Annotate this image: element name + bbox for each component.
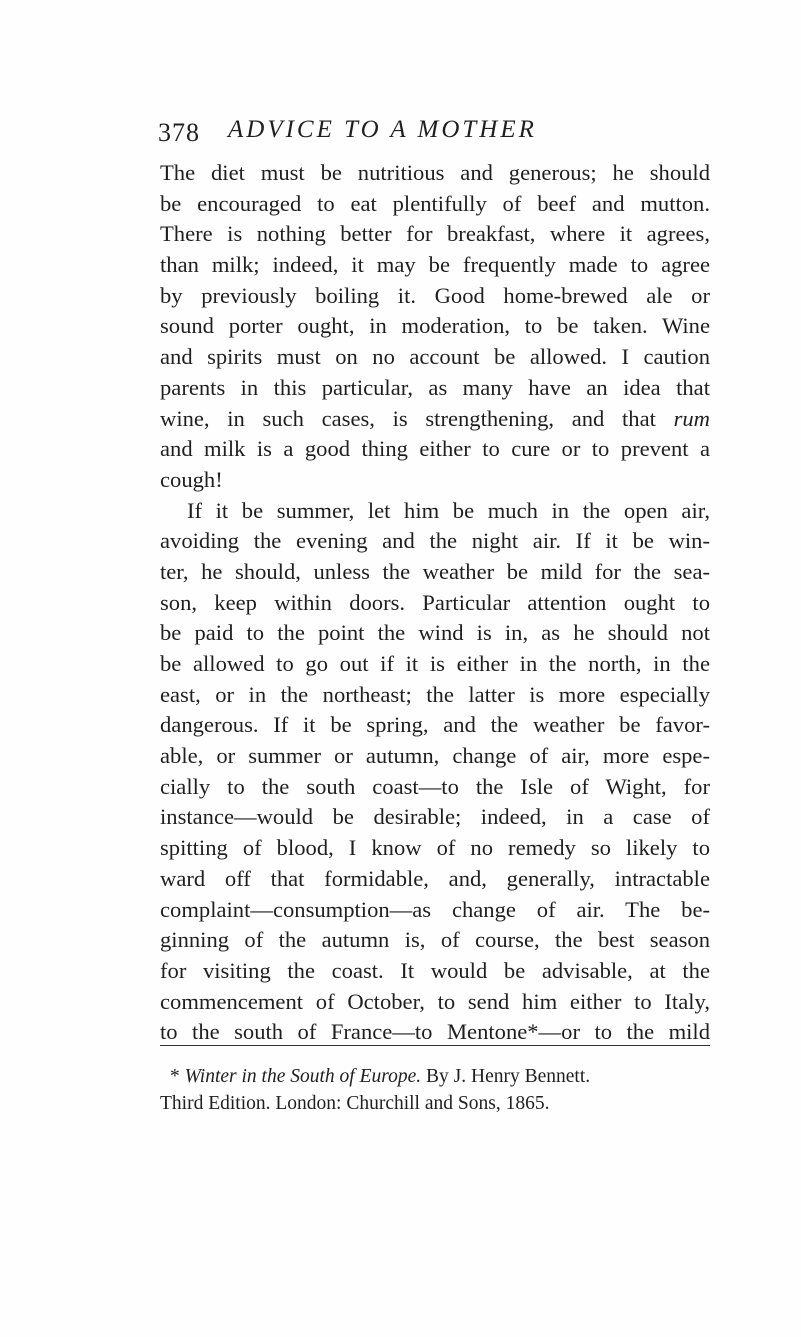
text-line: commencement of October, to send him either to Italy, <box>160 988 710 1014</box>
text-line: avoiding the evening and the night air. If it be win- <box>160 528 710 554</box>
text-line: able, or summer or autumn, change of air, more espe- <box>160 743 710 769</box>
page-number: 378 <box>158 118 200 147</box>
text-line: east, or in the northeast; the latter is more especially <box>160 681 710 707</box>
text-line: ter, he should, unless the weather be mild for the sea- <box>160 558 710 584</box>
text-line: son, keep within doors. Particular attention ought to <box>160 589 710 615</box>
text-line: for visiting the coast. It would be advisable, at the <box>160 957 710 983</box>
text-line: complaint—consumption—as change of air. The be- <box>160 896 710 922</box>
text-line <box>160 404 710 435</box>
footnote-divider <box>160 1045 710 1046</box>
text-line: ward off that formidable, and, generally, intractable <box>160 865 710 891</box>
footnote-title: Winter in the South of Europe. <box>184 1066 422 1087</box>
text-line: to the south of France—to Mentone*—or to the mild <box>160 1019 710 1045</box>
text-line: instance—would be desirable; indeed, in a case of <box>160 804 710 830</box>
footnote-author: By J. Henry Bennett. <box>426 1066 591 1087</box>
text-line: by previously boiling it. Good home-brewed ale or <box>160 282 710 308</box>
text-line: The diet must be nutritious and generous; he should <box>160 160 710 185</box>
footnote <box>160 1063 710 1117</box>
text-line: There is nothing better for breakfast, where it agrees, <box>160 221 710 247</box>
italic-word: rum <box>673 405 710 431</box>
running-head: ADVICE TO A MOTHER <box>228 116 537 143</box>
text-line: ginning of the autumn is, of course, the best season <box>160 927 710 953</box>
text-segment: wine, in such cases, is strengthening, and that <box>160 405 656 431</box>
footnote-line <box>160 1063 710 1090</box>
footnote-marker: * <box>170 1066 180 1087</box>
text-line: and milk is a good thing either to cure or to prevent a <box>160 436 710 462</box>
body-text <box>160 158 710 1048</box>
text-line: cough! <box>160 466 223 492</box>
text-line: cially to the south coast—to the Isle of Wight, for <box>160 773 710 799</box>
text-line: spitting of blood, I know of no remedy so likely to <box>160 835 710 861</box>
footnote-line: Third Edition. London: Churchill and Sons, 1865. <box>160 1093 550 1114</box>
text-line: be encouraged to eat plentifully of beef and mutton. <box>160 190 710 216</box>
text-line: than milk; indeed, it may be frequently made to agree <box>160 252 710 278</box>
text-line: and spirits must on no account be allowed. I caution <box>160 344 710 370</box>
text-line: dangerous. If it be spring, and the weather be favor- <box>160 712 710 738</box>
page-header <box>158 112 718 152</box>
text-line: If it be summer, let him be much in the open air, <box>187 497 710 523</box>
text-line: be allowed to go out if it is either in the north, in the <box>160 651 710 676</box>
text-line: parents in this particular, as many have an idea that <box>160 374 710 400</box>
text-line: be paid to the point the wind is in, as he should not <box>160 620 710 646</box>
text-line: sound porter ought, in moderation, to be taken. Wine <box>160 313 710 339</box>
